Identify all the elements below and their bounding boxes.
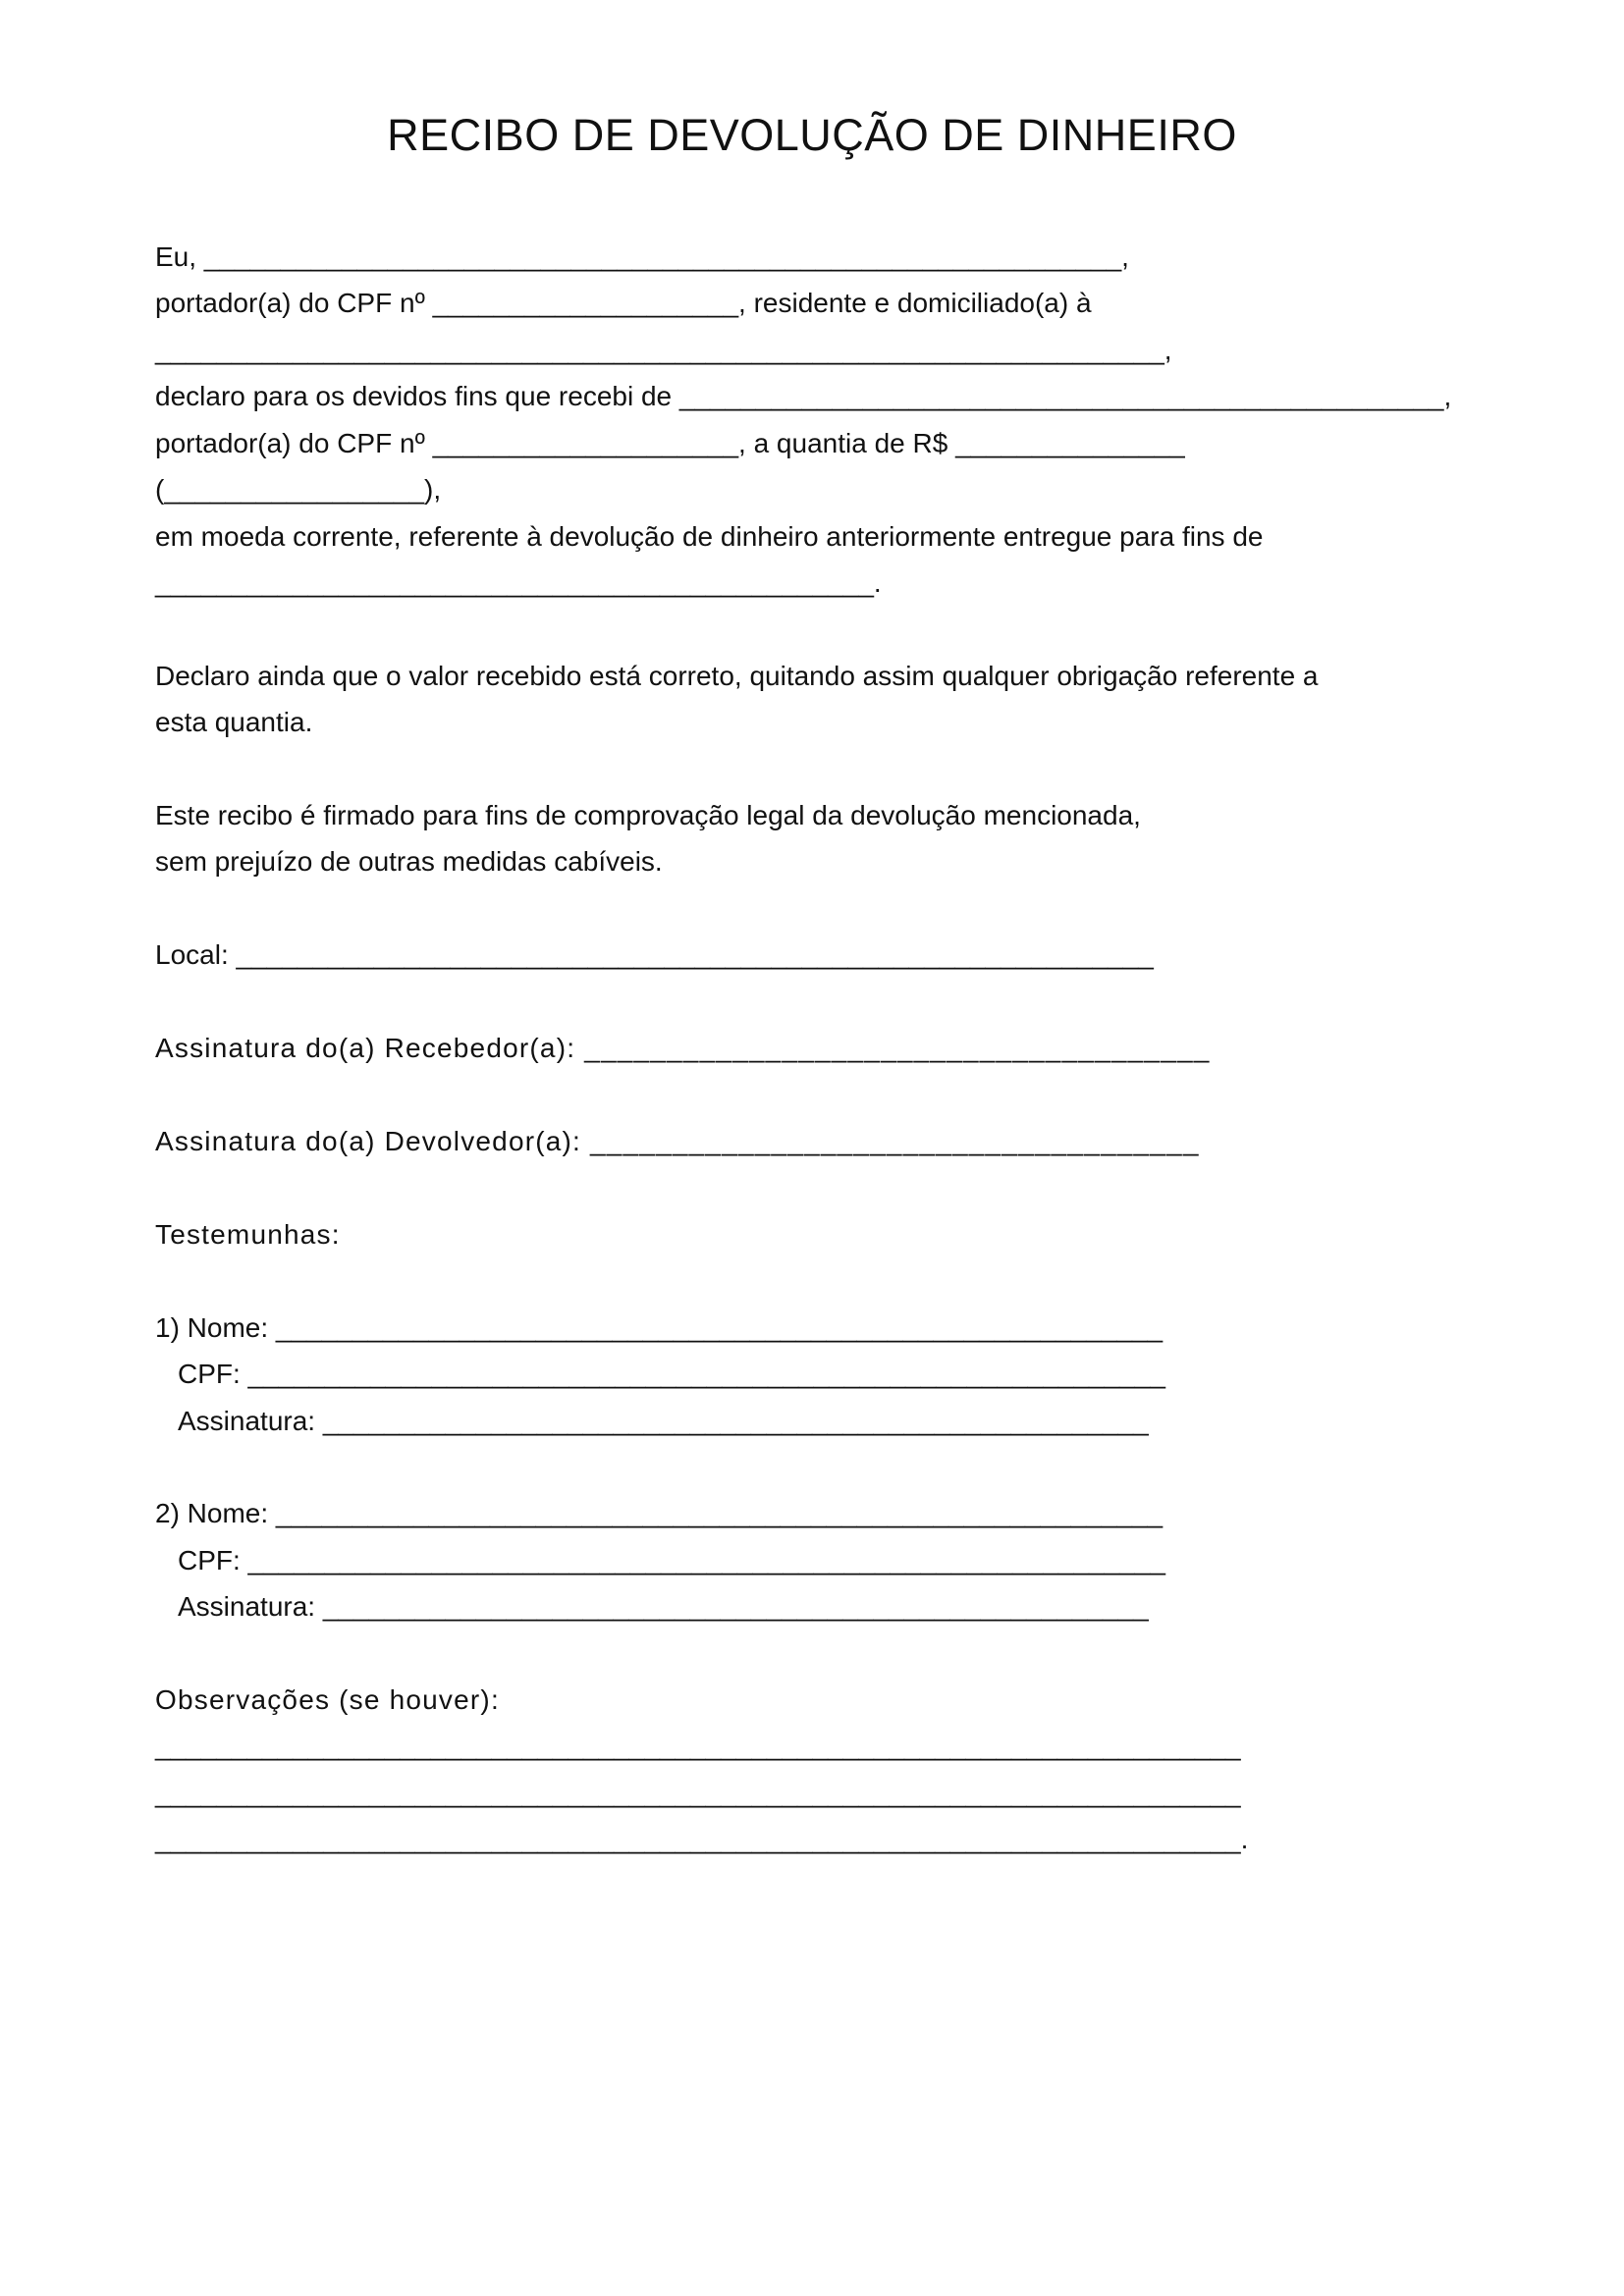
declaration-line-6: (_________________), — [155, 474, 442, 505]
observations-line-2: _______________________________________________________________________ — [155, 1778, 1241, 1808]
declaration-line-7: em moeda corrente, referente à devolução de dinheiro anteriormente entregue para fins de — [155, 521, 1264, 552]
local-field: Local: ____________________________________________________________ — [155, 939, 1154, 970]
legal-line-1: Este recibo é firmado para fins de comprovação legal da devolução mencionada, — [155, 800, 1141, 830]
declaration-line-5: portador(a) do CPF nº ____________________, a quantia de R$ _______________ — [155, 428, 1185, 458]
observations-line-1: _______________________________________________________________________ — [155, 1731, 1241, 1761]
witnesses-heading: Testemunhas: — [155, 1219, 341, 1250]
observations-heading: Observações (se houver): — [155, 1684, 500, 1715]
witness-1-name-field: 1) Nome: __________________________________________________________ — [155, 1312, 1164, 1343]
observations-line-3: _______________________________________________________________________. — [155, 1824, 1249, 1854]
declaration-line-2: portador(a) do CPF nº ____________________, residente e domiciliado(a) à — [155, 288, 1092, 318]
confirmation-line-2: esta quantia. — [155, 707, 313, 737]
declaration-line-4: declaro para os devidos fins que recebi de __________________________________________________, — [155, 381, 1452, 411]
declaration-line-8: _______________________________________________. — [155, 567, 882, 598]
witness-1-signature-field: Assinatura: ______________________________________________________ — [178, 1406, 1149, 1436]
legal-line-2: sem prejuízo de outras medidas cabíveis. — [155, 846, 663, 877]
document-title: RECIBO DE DEVOLUÇÃO DE DINHEIRO — [387, 110, 1237, 160]
declaration-line-1: Eu, ____________________________________________________________, — [155, 241, 1129, 272]
witness-2-name-field: 2) Nome: __________________________________________________________ — [155, 1498, 1164, 1528]
receiver-signature-field: Assinatura do(a) Recebedor(a): ______________________________________ — [155, 1033, 1211, 1063]
returner-signature-field: Assinatura do(a) Devolvedor(a): _____________________________________ — [155, 1126, 1200, 1156]
witness-1-cpf-field: CPF: ____________________________________________________________ — [178, 1359, 1165, 1389]
witness-2-cpf-field: CPF: ____________________________________________________________ — [178, 1545, 1165, 1575]
confirmation-line-1: Declaro ainda que o valor recebido está correto, quitando assim qualquer obrigação referente a — [155, 661, 1319, 691]
witness-2-signature-field: Assinatura: ______________________________________________________ — [178, 1591, 1149, 1622]
declaration-line-3: __________________________________________________________________, — [155, 335, 1172, 365]
